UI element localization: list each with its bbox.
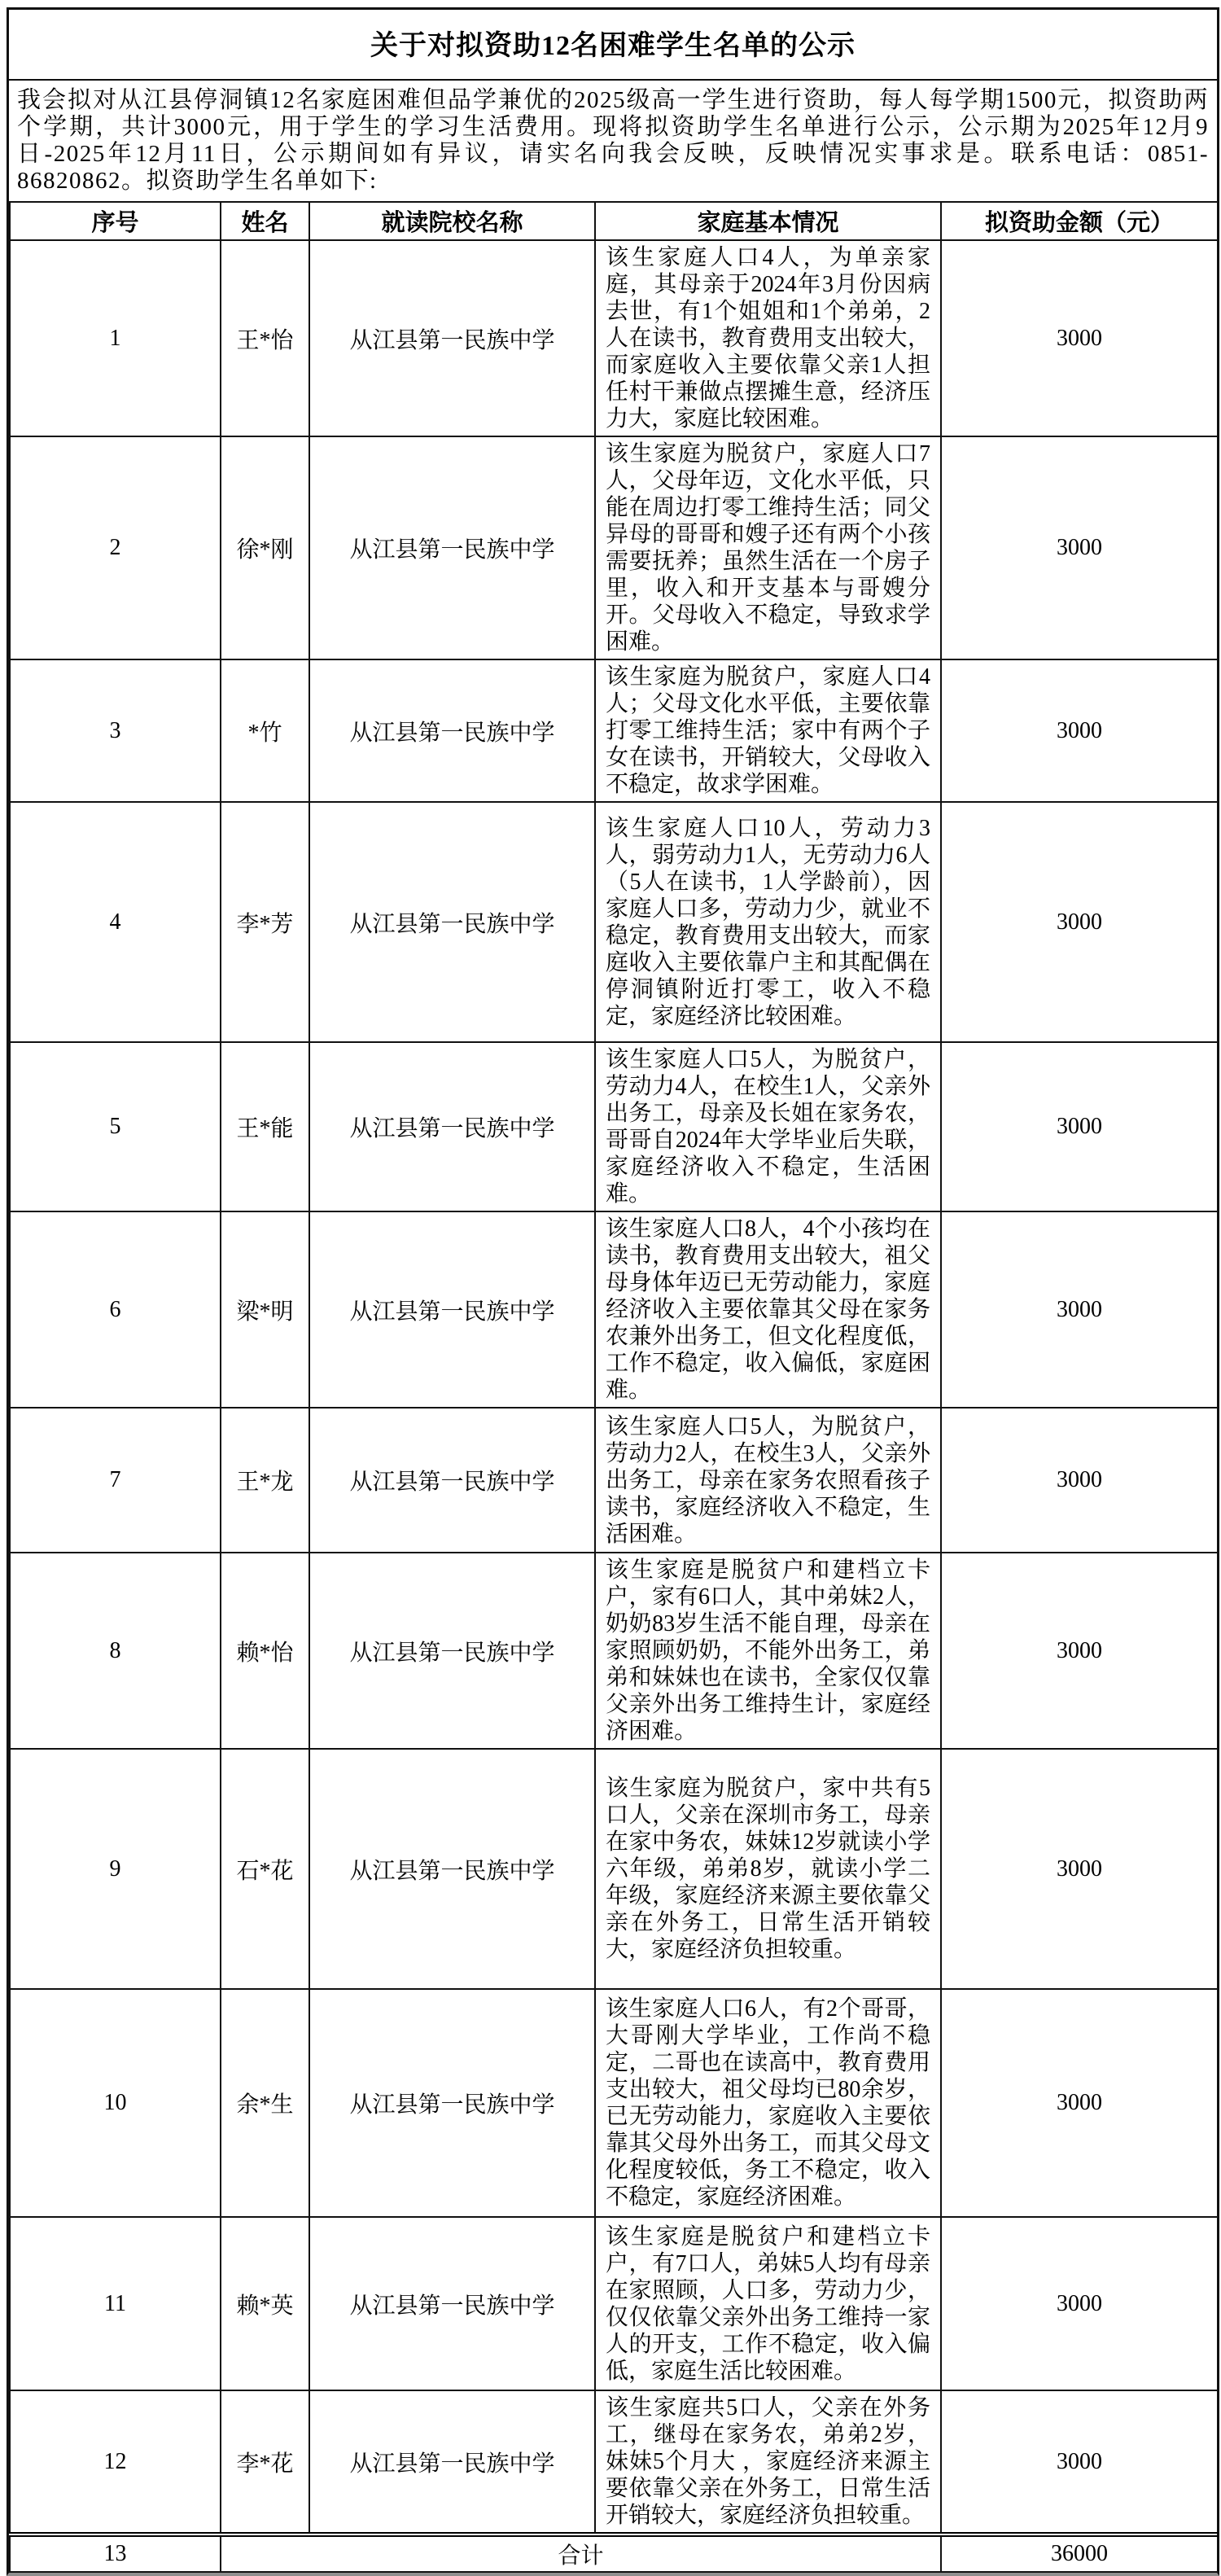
- school-name-cell: 从江县第一民族中学: [309, 1042, 595, 1211]
- student-name-cell: 李*芳: [221, 802, 309, 1042]
- family-situation-cell: 该生家庭人口6人，有2个哥哥，大哥刚大学毕业，工作尚不稳定，二哥也在读高中，教育费用支出较大，祖父母均已80余岁，已无劳动能力，家庭收入主要依靠其父母外出务工，而其父母文化程度较低，务工不稳定，收入不稳定，家庭经济困难。: [595, 1989, 941, 2217]
- row-serial-cell: 1: [10, 240, 221, 436]
- header-cell-school: 就读院校名称: [309, 202, 595, 240]
- family-situation-cell: 该生家庭是脱贫户和建档立卡户，有7口人，弟妹5人均有母亲在家照顾，人口多，劳动力少，仅仅依靠父亲外出务工维持一家人的开支，工作不稳定，收入偏低，家庭生活比较困难。: [595, 2217, 941, 2390]
- school-name-cell: 从江县第一民族中学: [309, 659, 595, 802]
- total-serial: 13: [10, 2534, 221, 2572]
- table-row: [10, 802, 1218, 1042]
- table-row: [10, 1211, 1218, 1408]
- table-row: [10, 1989, 1218, 2217]
- school-name-cell: 从江县第一民族中学: [309, 1553, 595, 1749]
- intro-paragraph: 我会拟对从江县停洞镇12名家庭困难但品学兼优的2025级高一学生进行资助，每人每学期1500元，拟资助两个学期，共计3000元，用于学生的学习生活费用。现将拟资助学生名单进行公示，公示期为2025年12月9日-2025年12月11日，公示期间如有异议，请实名向我会反映，反映情况实事求是。联系电话：0851-86820862。拟资助学生名单如下:: [17, 87, 1209, 194]
- student-name-cell: 王*怡: [221, 240, 309, 436]
- table-row: [10, 240, 1218, 436]
- aid-amount-cell: 3000: [941, 1553, 1218, 1749]
- table-body: [10, 240, 1218, 2534]
- school-name-cell: 从江县第一民族中学: [309, 802, 595, 1042]
- table-row: [10, 2390, 1218, 2534]
- school-name-cell: 从江县第一民族中学: [309, 1408, 595, 1553]
- table-footer: [10, 2534, 1218, 2572]
- row-serial-cell: 4: [10, 802, 221, 1042]
- row-serial-cell: 6: [10, 1211, 221, 1408]
- aid-amount-cell: 3000: [941, 2390, 1218, 2534]
- family-situation-cell: 该生家庭人口5人，为脱贫户，劳动力2人，在校生3人，父亲外出务工，母亲在家务农照看孩子读书，家庭经济收入不稳定，生活困难。: [595, 1408, 941, 1553]
- family-situation-cell: 该生家庭是脱贫户和建档立卡户，家有6口人，其中弟妹2人，奶奶83岁生活不能自理，母亲在家照顾奶奶，不能外出务工，弟弟和妹妹也在读书，全家仅仅靠父亲外出务工维持生计，家庭经济困难。: [595, 1553, 941, 1749]
- student-name-cell: 梁*明: [221, 1211, 309, 1408]
- school-name-cell: 从江县第一民族中学: [309, 1989, 595, 2217]
- aid-amount-cell: 3000: [941, 1042, 1218, 1211]
- header-cell-amount: 拟资助金额（元）: [941, 202, 1218, 240]
- row-serial-cell: 11: [10, 2217, 221, 2390]
- aid-amount-cell: 3000: [941, 436, 1218, 659]
- table-row: [10, 1553, 1218, 1749]
- school-name-cell: 从江县第一民族中学: [309, 1211, 595, 1408]
- aid-amount-cell: 3000: [941, 802, 1218, 1042]
- table-row: [10, 1749, 1218, 1989]
- aid-table: [9, 201, 1219, 2573]
- header-cell-situation: 家庭基本情况: [595, 202, 941, 240]
- row-serial-cell: 7: [10, 1408, 221, 1553]
- row-serial-cell: 10: [10, 1989, 221, 2217]
- family-situation-cell: 该生家庭人口4人，为单亲家庭，其母亲于2024年3月份因病去世，有1个姐姐和1个弟弟，2人在读书，教育费用支出较大，而家庭收入主要依靠父亲1人担任村干兼做点摆摊生意，经济压力大，家庭比较困难。: [595, 240, 941, 436]
- table-row: [10, 436, 1218, 659]
- row-serial-cell: 5: [10, 1042, 221, 1211]
- family-situation-cell: 该生家庭共5口人，父亲在外务工，继母在家务农，弟弟2岁，妹妹5个月大 ，家庭经济来源主要依靠父亲在外务工，日常生活开销较大，家庭经济负担较重。: [595, 2390, 941, 2534]
- family-situation-cell: 该生家庭人口10人，劳动力3人，弱劳动力1人，无劳动力6人（5人在读书，1人学龄前），因家庭人口多，劳动力少，就业不稳定，教育费用支出较大，而家庭收入主要依靠户主和其配偶在停洞镇附近打零工，收入不稳定，家庭经济比较困难。: [595, 802, 941, 1042]
- family-situation-cell: 该生家庭人口5人，为脱贫户，劳动力4人，在校生1人，父亲外出务工，母亲及长姐在家务农，哥哥自2024年大学毕业后失联，家庭经济收入不稳定，生活困难。: [595, 1042, 941, 1211]
- aid-amount-cell: 3000: [941, 659, 1218, 802]
- aid-amount-cell: 3000: [941, 2217, 1218, 2390]
- student-name-cell: *竹: [221, 659, 309, 802]
- table-row: [10, 1042, 1218, 1211]
- school-name-cell: 从江县第一民族中学: [309, 1749, 595, 1989]
- total-amount: 36000: [941, 2534, 1218, 2572]
- table-header: [10, 202, 1218, 240]
- title-box: [9, 10, 1217, 81]
- row-serial-cell: 8: [10, 1553, 221, 1749]
- aid-amount-cell: 3000: [941, 1211, 1218, 1408]
- school-name-cell: 从江县第一民族中学: [309, 436, 595, 659]
- family-situation-cell: 该生家庭为脱贫户，家中共有5口人，父亲在深圳市务工，母亲在家中务农，妹妹12岁就读小学六年级，弟弟8岁，就读小学二年级，家庭经济来源主要依靠父亲在外务工，日常生活开销较大，家庭经济负担较重。: [595, 1749, 941, 1989]
- student-name-cell: 王*龙: [221, 1408, 309, 1553]
- student-name-cell: 余*生: [221, 1989, 309, 2217]
- header-cell-name: 姓名: [221, 202, 309, 240]
- student-name-cell: 石*花: [221, 1749, 309, 1989]
- student-name-cell: 李*花: [221, 2390, 309, 2534]
- aid-amount-cell: 3000: [941, 1749, 1218, 1989]
- student-name-cell: 王*能: [221, 1042, 309, 1211]
- student-name-cell: 赖*英: [221, 2217, 309, 2390]
- notice-document: [7, 7, 1219, 2576]
- total-row: [10, 2534, 1218, 2572]
- table-row: [10, 1408, 1218, 1553]
- header-row: [10, 202, 1218, 240]
- page-title: 关于对拟资助12名困难学生名单的公示: [370, 31, 856, 61]
- student-name-cell: 徐*刚: [221, 436, 309, 659]
- row-serial-cell: 2: [10, 436, 221, 659]
- family-situation-cell: 该生家庭人口8人，4个小孩均在读书，教育费用支出较大，祖父母身体年迈已无劳动能力，家庭经济收入主要依靠其父母在家务农兼外出务工，但文化程度低，工作不稳定，收入偏低，家庭困难。: [595, 1211, 941, 1408]
- row-serial-cell: 9: [10, 1749, 221, 1989]
- aid-amount-cell: 3000: [941, 240, 1218, 436]
- total-label: 合计: [221, 2534, 941, 2572]
- family-situation-cell: 该生家庭为脱贫户，家庭人口4人；父母文化水平低，主要依靠打零工维持生活；家中有两个子女在读书，开销较大，父母收入不稳定，故求学困难。: [595, 659, 941, 802]
- header-cell-serial: 序号: [10, 202, 221, 240]
- school-name-cell: 从江县第一民族中学: [309, 2217, 595, 2390]
- table-row: [10, 659, 1218, 802]
- aid-amount-cell: 3000: [941, 1989, 1218, 2217]
- row-serial-cell: 3: [10, 659, 221, 802]
- row-serial-cell: 12: [10, 2390, 221, 2534]
- aid-amount-cell: 3000: [941, 1408, 1218, 1553]
- school-name-cell: 从江县第一民族中学: [309, 2390, 595, 2534]
- family-situation-cell: 该生家庭为脱贫户，家庭人口7人，父母年迈，文化水平低，只能在周边打零工维持生活；同父异母的哥哥和嫂子还有两个小孩需要抚养；虽然生活在一个房子里，收入和开支基本与哥嫂分开。父母收入不稳定，导致求学困难。: [595, 436, 941, 659]
- table-row: [10, 2217, 1218, 2390]
- student-name-cell: 赖*怡: [221, 1553, 309, 1749]
- school-name-cell: 从江县第一民族中学: [309, 240, 595, 436]
